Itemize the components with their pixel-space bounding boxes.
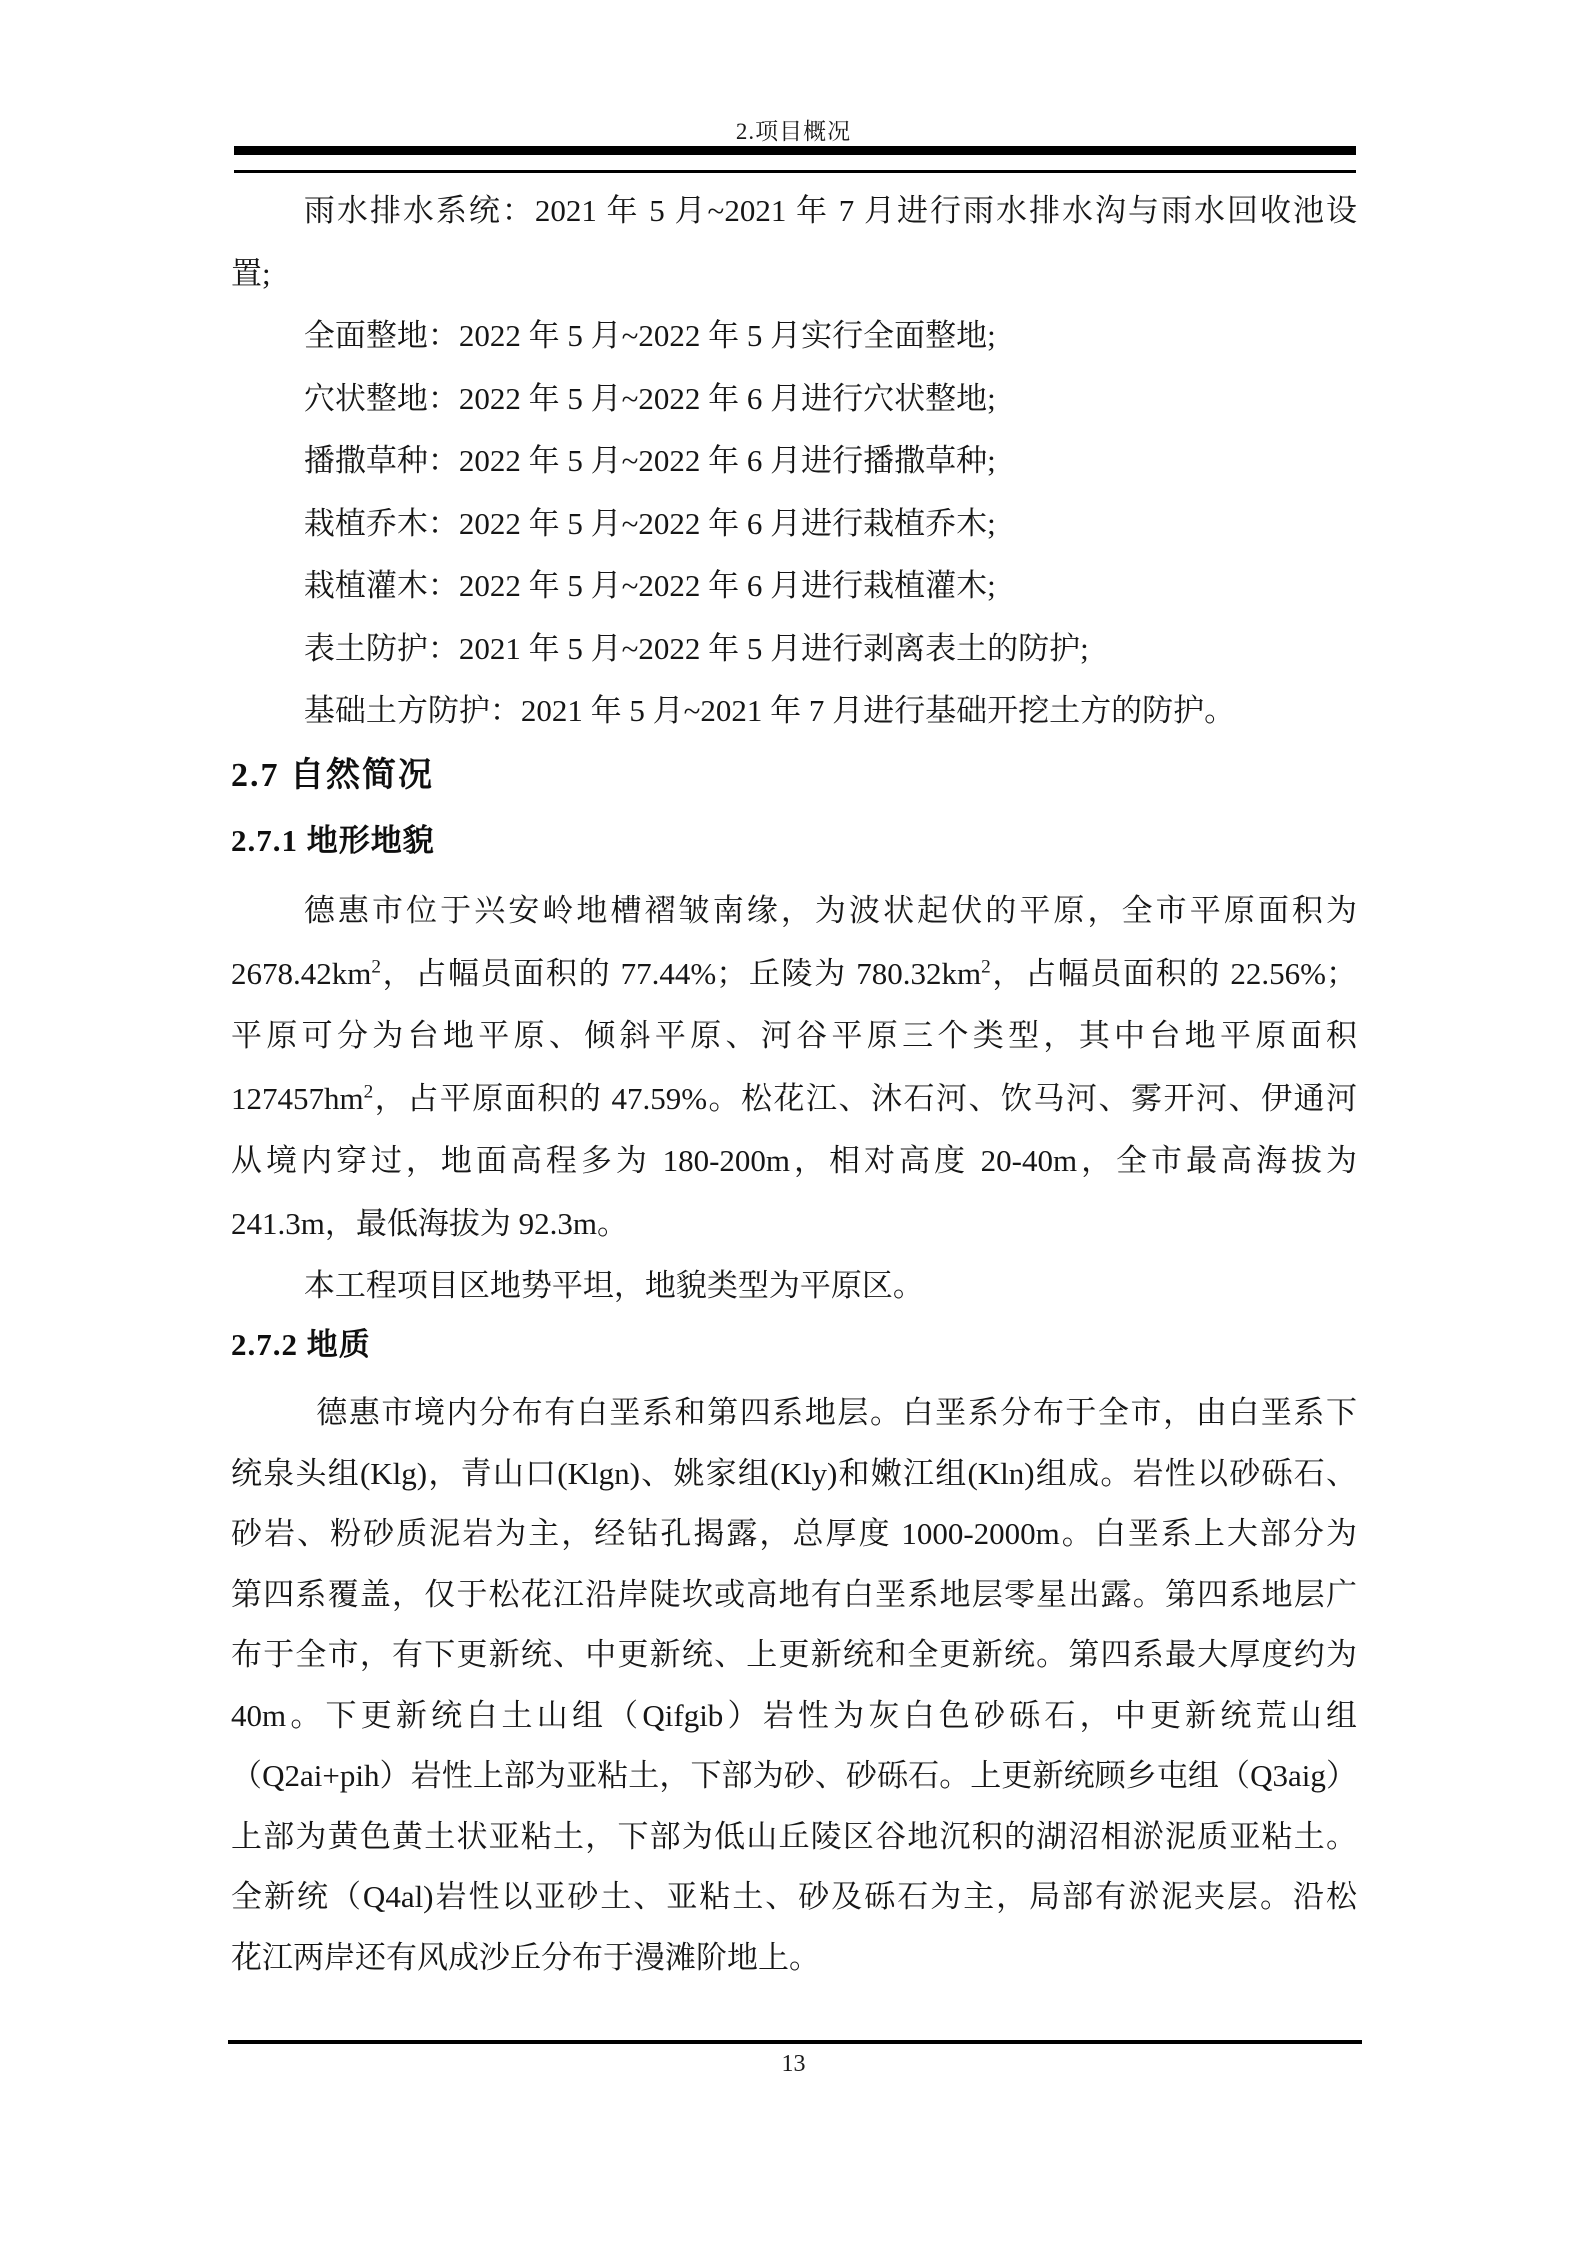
text-line: 播撒草种：2022 年 5 月~2022 年 6 月进行播撒草种; <box>303 443 996 478</box>
text-line: 花江两岸还有风成沙丘分布于漫滩阶地上。 <box>231 1939 820 1975</box>
text-line: 表土防护：2021 年 5 月~2022 年 5 月进行剥离表土的防护; <box>303 630 1089 666</box>
text-line: 40m。下更新统白土山组（Qifgib）岩性为灰白色砂砾石，中更新统荒山组 <box>231 1697 1357 1733</box>
text-line: 布于全市，有下更新统、中更新统、上更新统和全更新统。第四系最大厚度约为 <box>231 1637 1357 1672</box>
text-line: 砂岩、粉砂质泥岩为主，经钻孔揭露，总厚度 1000-2000m。白垩系上大部分为 <box>231 1516 1357 1551</box>
text-line: 241.3m，最低海拔为 92.3m。 <box>231 1205 628 1241</box>
schedule-paragraphs <box>231 180 1357 743</box>
section-heading-2-7-2: 2.7.2 地质 <box>231 1327 371 1362</box>
text-line: （Q2ai+pih）岩性上部为亚粘土，下部为砂、砂砾石。上更新统顾乡屯组（Q3aig） <box>231 1758 1357 1793</box>
geology-paragraph <box>231 1383 1357 1988</box>
text-line: $2678.42km^2$，占幅员面积的 77.44%；丘陵为 $780.32km^2$，占幅员面积的 22.56%； <box>231 955 1357 991</box>
text-line: 雨水排水系统：2021 年 5 月~2021 年 7 月进行雨水排水沟与雨水回收池设 <box>303 193 1357 228</box>
footer-rule <box>228 2040 1362 2044</box>
text-line: 栽植灌木：2022 年 5 月~2022 年 6 月进行栽植灌木; <box>303 568 996 603</box>
footer-page-number: 13 <box>781 2051 806 2077</box>
header-rule <box>234 146 1356 173</box>
text-line: 栽植乔木：2022 年 5 月~2022 年 6 月进行栽植乔木; <box>303 505 996 541</box>
text-line: 德惠市位于兴安岭地槽褶皱南缘，为波状起伏的平原，全市平原面积为 <box>303 893 1357 928</box>
text-line: 上部为黄色黄土状亚粘土，下部为低山丘陵区谷地沉积的湖沼相淤泥质亚粘土。 <box>231 1818 1357 1854</box>
text-line: 平原可分为台地平原、倾斜平原、河谷平原三个类型，其中台地平原面积 <box>231 1018 1357 1053</box>
text-line: 置; <box>231 255 271 291</box>
text-line: 统泉头组(Klg)，青山口(Klgn)、姚家组(Kly)和嫩江组(Kln)组成。岩性以砂砾石、 <box>231 1455 1357 1491</box>
text-line: 本工程项目区地势平坦，地貌类型为平原区。 <box>303 1268 924 1303</box>
text-line: 第四系覆盖，仅于松花江沿岸陡坎或高地有白垩系地层零星出露。第四系地层广 <box>231 1576 1357 1612</box>
section-heading-2-7-1: 2.7.1 地形地貌 <box>231 823 435 858</box>
text-line: 德惠市境内分布有白垩系和第四系地层。白垩系分布于全市，由白垩系下 <box>316 1395 1357 1430</box>
text-line: 基础土方防护：2021 年 5 月~2021 年 7 月进行基础开挖土方的防护。 <box>303 693 1236 728</box>
text-line: 穴状整地：2022 年 5 月~2022 年 6 月进行穴状整地; <box>303 380 996 416</box>
page-header-title: 2.项目概况 <box>735 119 852 144</box>
text-line: $127457hm^2$，占平原面积的 47.59%。松花江、沐石河、饮马河、雾开河、伊通河 <box>231 1080 1357 1116</box>
terrain-note-paragraph <box>231 1255 1357 1318</box>
terrain-paragraph <box>231 880 1357 1255</box>
text-line: 全新统（Q4al)岩性以亚砂土、亚粘土、砂及砾石为主，局部有淤泥夹层。沿松 <box>231 1879 1357 1914</box>
text-line: 从境内穿过，地面高程多为 180-200m，相对高度 20-40m，全市最高海拔为 <box>231 1143 1357 1178</box>
text-line: 全面整地：2022 年 5 月~2022 年 5 月实行全面整地; <box>303 318 996 353</box>
section-heading-2-7: 2.7 自然简况 <box>231 757 434 794</box>
